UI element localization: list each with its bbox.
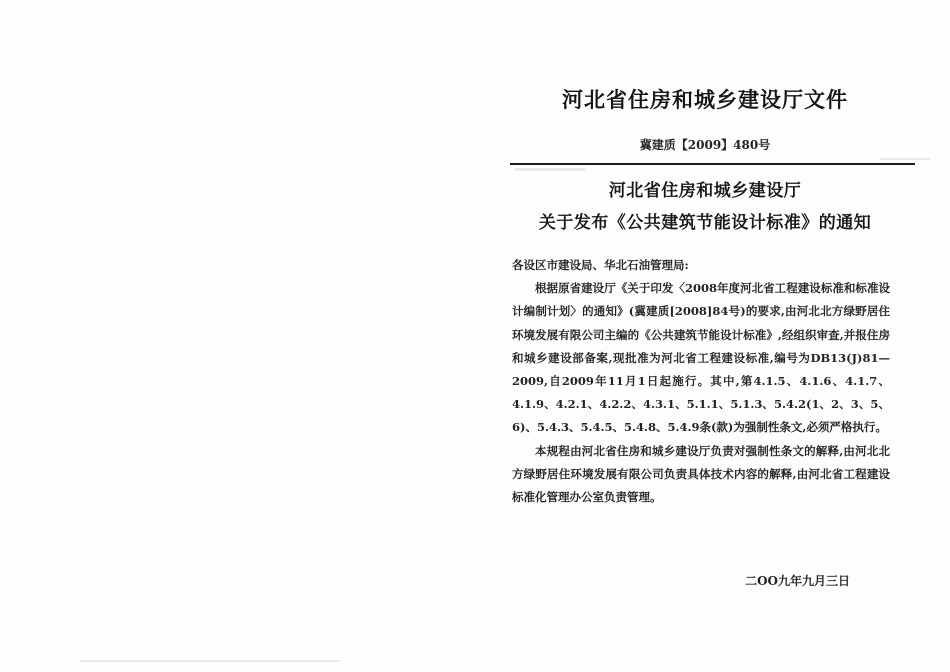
salutation: 各设区市建设局、华北石油管理局:: [512, 258, 689, 272]
notice-body: [512, 254, 890, 509]
scan-artifact: [880, 158, 930, 160]
scan-artifact: [515, 168, 585, 171]
notice-subject-title: 关于发布《公共建筑节能设计标准》的通知: [538, 213, 872, 233]
header-divider: [510, 163, 915, 165]
notice-issuer-title: 河北省住房和城乡建设厅: [608, 181, 802, 201]
issue-date: 二OO九年九月三日: [745, 574, 850, 588]
body-paragraph-2: 本规程由河北省住房和城乡建设厅负责对强制性条文的解释,由河北北方绿野居住环境发展有限公司负责具体技术内容的解释,由河北省工程建设标准化管理办公室负责管理。: [512, 443, 890, 505]
document-header-title: 河北省住房和城乡建设厅文件: [562, 87, 848, 112]
scan-artifact: [80, 660, 340, 662]
document-number: 冀建质【2009】480号: [639, 138, 771, 152]
body-paragraph-1: 根据原省建设厅《关于印发〈2008年度河北省工程建设标准和标准设计编制计划〉的通知》(冀建质[2008]84号)的要求,由河北北方绿野居住环境发展有限公司主编的《公共建筑节能设计标准》,经组织审查,并报住房和城乡建设部备案,现批准为河北省工程建设标准,编号为DB13(J)81—2009,自2009年11月1日起施行。其中,第4.1.5、4.1.6、4.1.7、4.1.9、4.2.1、4.2.2、4.3.1、5.1.1、5.1.3、5.4.2(1、2、3、5、6)、5.4.3、5.4.5、5.4.8、5.4.9条(款)为强制性条文,必须严格执行。: [512, 281, 890, 435]
